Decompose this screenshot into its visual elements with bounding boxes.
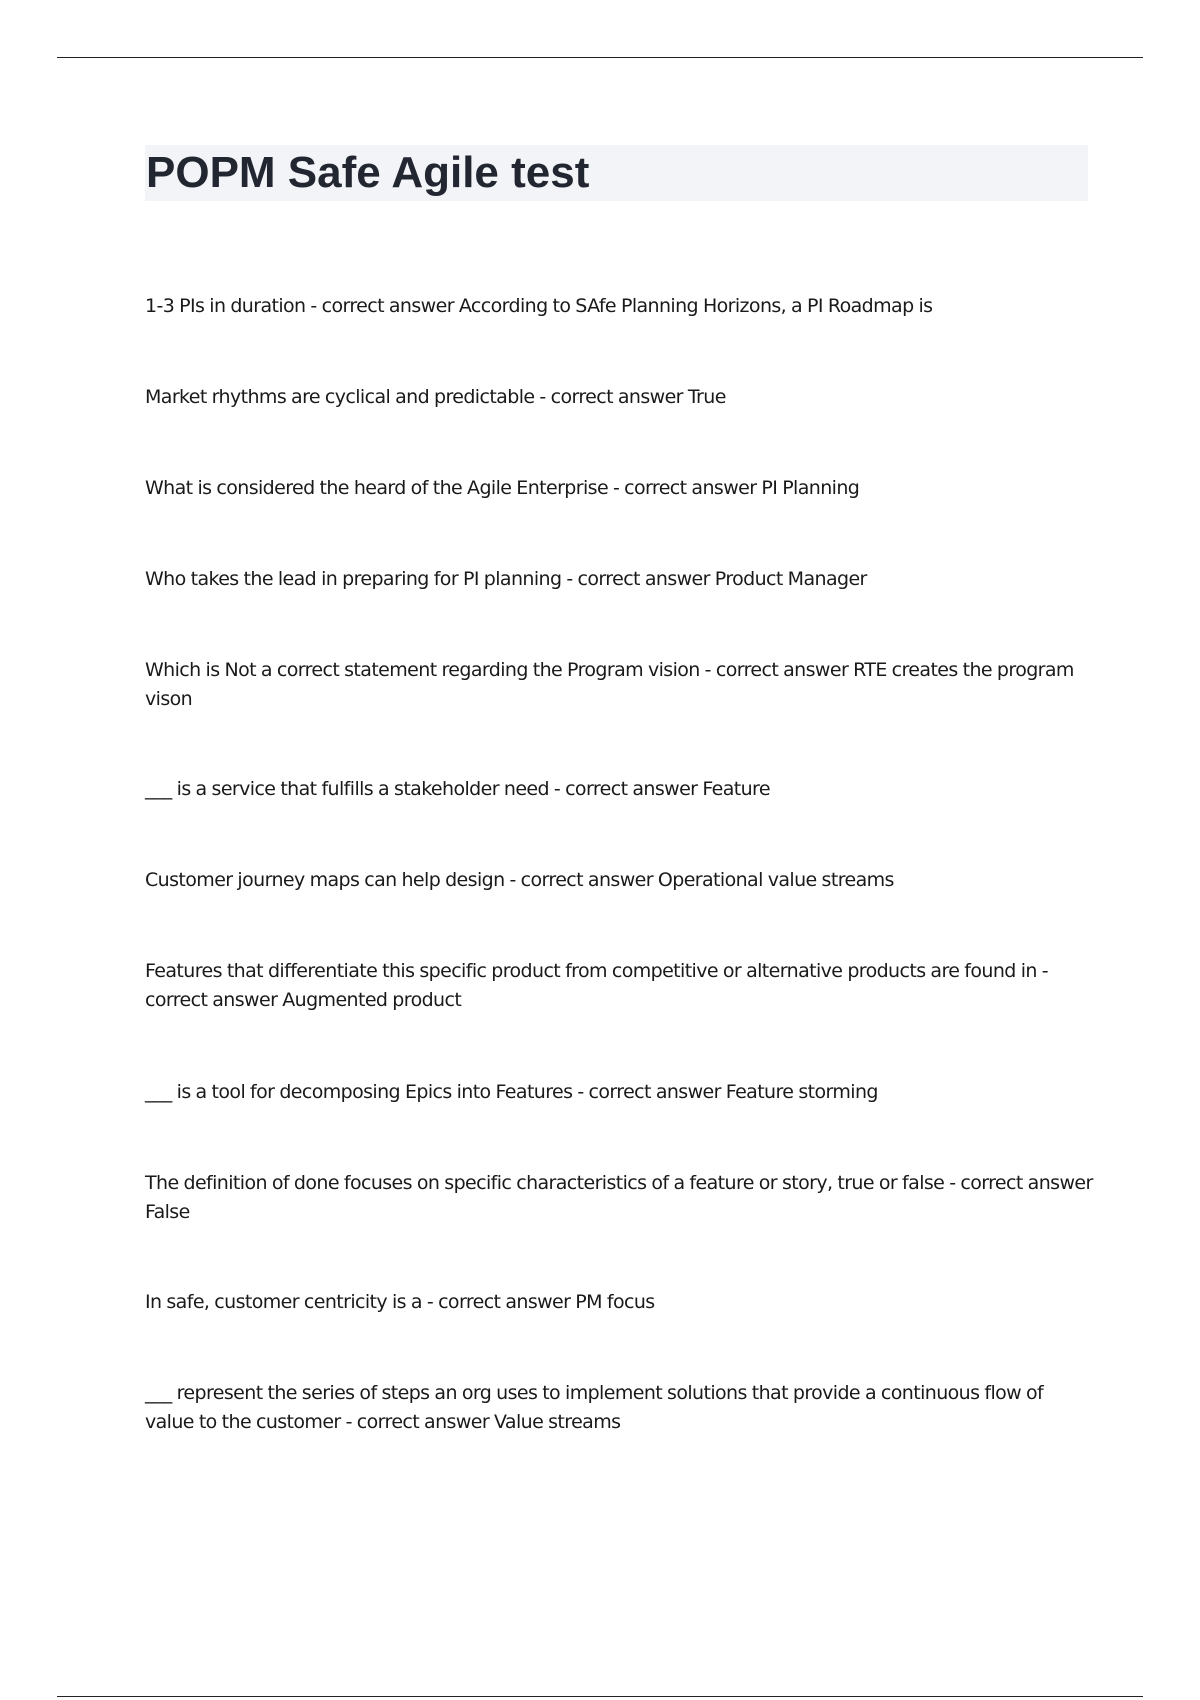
qa-item: Features that differentiate this specific product from competitive or alternative products are found in - correct answer Augmented product — [145, 960, 1049, 1011]
qa-item: Customer journey maps can help design - correct answer Operational value streams — [145, 869, 894, 891]
qa-item: ___ is a tool for decomposing Epics into Features - correct answer Feature storming — [145, 1081, 878, 1103]
qa-item: ___ represent the series of steps an org uses to implement solutions that provide a continuous flow of value to the customer - correct answer Value streams — [145, 1382, 1044, 1433]
header-rule — [57, 57, 1143, 58]
qa-item: The definition of done focuses on specific characteristics of a feature or story, true or false - correct answer False — [145, 1172, 1093, 1223]
qa-item: ___ is a service that fulfills a stakeholder need - correct answer Feature — [145, 778, 770, 800]
qa-item: Which is Not a correct statement regarding the Program vision - correct answer RTE creates the program vison — [145, 659, 1074, 710]
qa-item: Who takes the lead in preparing for PI planning - correct answer Product Manager — [145, 568, 867, 590]
footer-rule — [57, 1696, 1143, 1697]
qa-item: Market rhythms are cyclical and predictable - correct answer True — [145, 386, 726, 408]
qa-item: In safe, customer centricity is a - correct answer PM focus — [145, 1291, 655, 1313]
qa-item: What is considered the heard of the Agile Enterprise - correct answer PI Planning — [145, 477, 860, 499]
qa-item: 1-3 PIs in duration - correct answer According to SAfe Planning Horizons, a PI Roadmap is — [145, 295, 933, 317]
document-title: POPM Safe Agile test — [146, 148, 590, 197]
